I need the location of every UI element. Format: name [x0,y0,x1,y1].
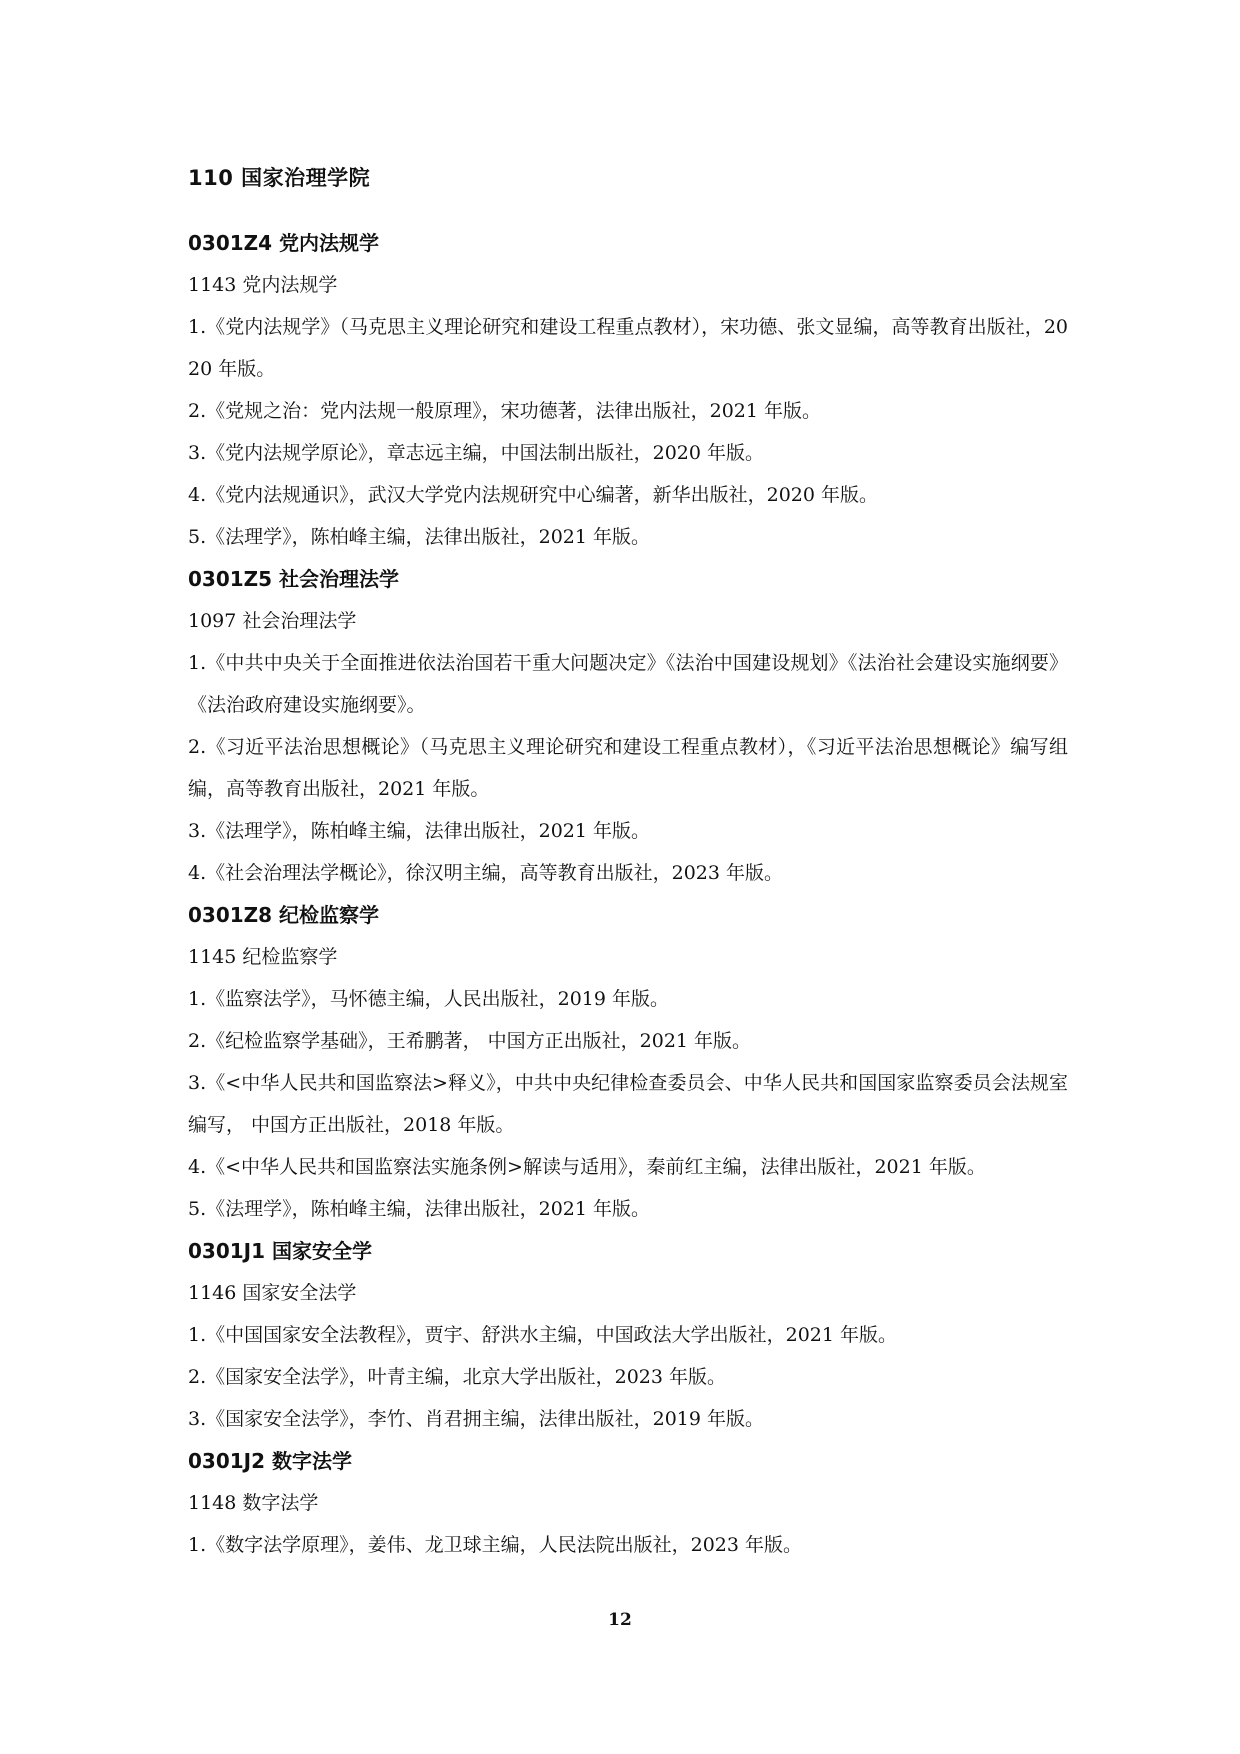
reference-book: 4.《社会治理法学概论》，徐汉明主编，高等教育出版社，2023 年版。 [188,862,784,884]
exam-subject: 1097 社会治理法学 [188,610,357,632]
exam-subject: 1143 党内法规学 [188,274,338,296]
college-heading: 110 国家治理学院 [188,166,371,190]
reference-book: 3.《法理学》，陈柏峰主编，法律出版社，2021 年版。 [188,820,651,842]
major-section [188,1446,1068,1560]
major-section [188,900,1068,1224]
reference-book: 4.《党内法规通识》，武汉大学党内法规研究中心编著，新华出版社，2020 年版。 [188,484,879,506]
reference-book: 3.《党内法规学原论》，章志远主编，中国法制出版社，2020 年版。 [188,442,765,464]
major-heading: 0301Z8 纪检监察学 [188,903,380,927]
major-section [188,228,1068,552]
reference-book: 2.《国家安全法学》，叶青主编，北京大学出版社，2023 年版。 [188,1366,727,1388]
book-list-content [188,228,1068,1572]
reference-book: 3.《<中华人民共和国监察法>释义》，中共中央纪律检查委员会、中华人民共和国国家监察委员会法规室编写， 中国方正出版社，2018 年版。 [188,1072,1068,1136]
reference-book: 3.《国家安全法学》，李竹、肖君拥主编，法律出版社，2019 年版。 [188,1408,765,1430]
major-section [188,1236,1068,1434]
major-heading: 0301Z4 党内法规学 [188,231,380,255]
reference-book: 5.《法理学》，陈柏峰主编，法律出版社，2021 年版。 [188,1198,651,1220]
reference-book: 2.《纪检监察学基础》，王希鹏著， 中国方正出版社，2021 年版。 [188,1030,752,1052]
reference-book: 1.《党内法规学》（马克思主义理论研究和建设工程重点教材），宋功德、张文显编，高等教育出版社，2020 年版。 [188,316,1068,380]
major-heading: 0301J2 数字法学 [188,1449,352,1473]
reference-book: 2.《党规之治：党内法规一般原理》，宋功德著，法律出版社，2021 年版。 [188,400,822,422]
reference-book: 1.《中国国家安全法教程》，贾宇、舒洪水主编，中国政法大学出版社，2021 年版。 [188,1324,898,1346]
reference-book: 4.《<中华人民共和国监察法实施条例>解读与适用》，秦前红主编，法律出版社，2021 年版。 [188,1156,986,1178]
reference-book: 2.《习近平法治思想概论》（马克思主义理论研究和建设工程重点教材），《习近平法治思想概论》编写组编，高等教育出版社，2021 年版。 [188,736,1068,800]
page-number: 12 [608,1610,632,1630]
reference-book: 1.《中共中央关于全面推进依法治国若干重大问题决定》《法治中国建设规划》《法治社会建设实施纲要》《法治政府建设实施纲要》。 [188,652,1068,716]
exam-subject: 1148 数字法学 [188,1492,319,1514]
major-section [188,564,1068,888]
major-heading: 0301J1 国家安全学 [188,1239,372,1263]
reference-book: 1.《监察法学》，马怀德主编，人民出版社，2019 年版。 [188,988,670,1010]
major-heading: 0301Z5 社会治理法学 [188,567,400,591]
reference-book: 1.《数字法学原理》，姜伟、龙卫球主编，人民法院出版社，2023 年版。 [188,1534,803,1556]
reference-book: 5.《法理学》，陈柏峰主编，法律出版社，2021 年版。 [188,526,651,548]
exam-subject: 1145 纪检监察学 [188,946,338,968]
exam-subject: 1146 国家安全法学 [188,1282,357,1304]
